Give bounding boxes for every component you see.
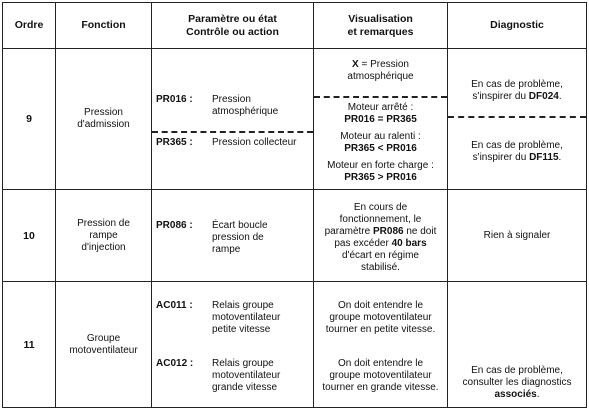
param-cell-9: [152, 49, 314, 190]
visu-cell-9: [314, 49, 448, 190]
diag-ac: [448, 365, 586, 407]
diag-pr016-code: DF024: [528, 90, 559, 102]
visu-pr016-text: = Pression atmosphérique: [347, 58, 414, 82]
diag-pr365: [448, 118, 586, 164]
visu-cell-10: [314, 190, 448, 282]
diag-pr086: Rien à signaler: [483, 229, 551, 241]
header-parametre-line1: Paramètre ou état: [188, 12, 277, 25]
header-visu-line1: Visualisation: [348, 12, 413, 25]
visu-pr086-code: PR086: [372, 225, 404, 237]
visu-cell-11: [314, 282, 448, 408]
diagnostic-table: [2, 2, 587, 408]
diag-cell-9: [448, 49, 587, 190]
diag-cell-11: [448, 282, 587, 408]
header-fonction: Fonction: [56, 3, 152, 49]
param-code-pr086: PR086 :: [156, 219, 193, 231]
visu-pr016-symbol: X: [352, 58, 359, 70]
visu-ac012: On doit entendre le groupe motoventilateur tourner en grande vitesse.: [322, 357, 439, 393]
param-label-pr016: Pression atmosphérique: [212, 93, 279, 117]
diag-pr016-text: En cas de problème, s'inspirer du: [471, 78, 563, 102]
function-label-10: Pression de rampe d'injection: [77, 217, 130, 253]
diag-cell-10: [448, 190, 587, 282]
diag-pr016: [448, 75, 586, 103]
param-label-pr365: Pression collecteur: [212, 136, 297, 148]
visu-condition-arrete: PR016 = PR365: [344, 113, 417, 125]
param-code-pr365: PR365 :: [156, 136, 193, 148]
header-parametre-line2: Contrôle ou action: [186, 25, 279, 38]
header-row: [3, 3, 587, 49]
param-cell-10: [152, 190, 314, 282]
visu-moteur-ralenti: Moteur au ralenti :: [340, 130, 421, 142]
table-row-10: [3, 190, 587, 282]
table-row-9: [3, 49, 587, 190]
param-code-pr016: PR016 :: [156, 93, 193, 105]
diag-ac-text: En cas de problème, consulter les diagnostics: [462, 365, 572, 388]
header-visualisation: [314, 3, 448, 49]
visu-pr086-text1: En cours de fonctionnement, le paramètre: [324, 201, 422, 237]
function-cell-9: [56, 49, 152, 190]
visu-condition-ralenti: PR365 < PR016: [344, 142, 417, 154]
row-number-11: 11: [3, 282, 56, 408]
visu-pr086: [314, 198, 447, 274]
row-number-9: 9: [3, 49, 56, 190]
param-code-ac012: AC012 :: [156, 357, 194, 369]
function-label-11: Groupe motoventilateur: [69, 332, 138, 356]
visu-ac011: On doit entendre le groupe motoventilateur tourner en petite vitesse.: [325, 299, 436, 335]
visu-moteur-arrete: Moteur arrêté :: [347, 101, 414, 113]
function-cell-10: [56, 190, 152, 282]
diag-ac-dot: .: [536, 389, 540, 400]
visu-pr365: [314, 98, 447, 184]
header-visu-line2: et remarques: [347, 25, 414, 38]
diag-pr365-dot: .: [558, 151, 562, 163]
visu-pr086-text3: d'écart en régime stabilisé.: [342, 249, 419, 273]
visu-pr086-text2: ne doit pas excéder: [334, 225, 437, 249]
param-label-ac012: Relais groupe motoventilateur grande vitesse: [212, 357, 281, 393]
param-cell-11: [152, 282, 314, 408]
header-parametre: [152, 3, 314, 49]
param-label-pr086: Écart boucle pression de rampe: [212, 219, 268, 255]
diag-pr365-code: DF115: [529, 151, 559, 163]
header-diagnostic: Diagnostic: [448, 3, 587, 49]
param-label-ac011: Relais groupe motoventilateur petite vitesse: [212, 299, 281, 335]
diag-pr016-dot: .: [558, 90, 562, 102]
visu-pr016: [314, 55, 447, 83]
visu-pr086-limit: 40 bars: [391, 237, 427, 249]
table-row-11: [3, 282, 587, 408]
visu-condition-charge: PR365 > PR016: [344, 171, 417, 183]
visu-moteur-charge: Moteur en forte charge :: [327, 159, 434, 171]
row-number-10: 10: [3, 190, 56, 282]
function-cell-11: [56, 282, 152, 408]
header-ordre: Ordre: [3, 3, 56, 49]
function-label-9: Pression d'admission: [77, 107, 130, 130]
diag-ac-bold: associés: [494, 389, 537, 400]
diag-pr365-text: En cas de problème, s'inspirer du: [471, 139, 563, 163]
param-code-ac011: AC011 :: [156, 299, 193, 311]
